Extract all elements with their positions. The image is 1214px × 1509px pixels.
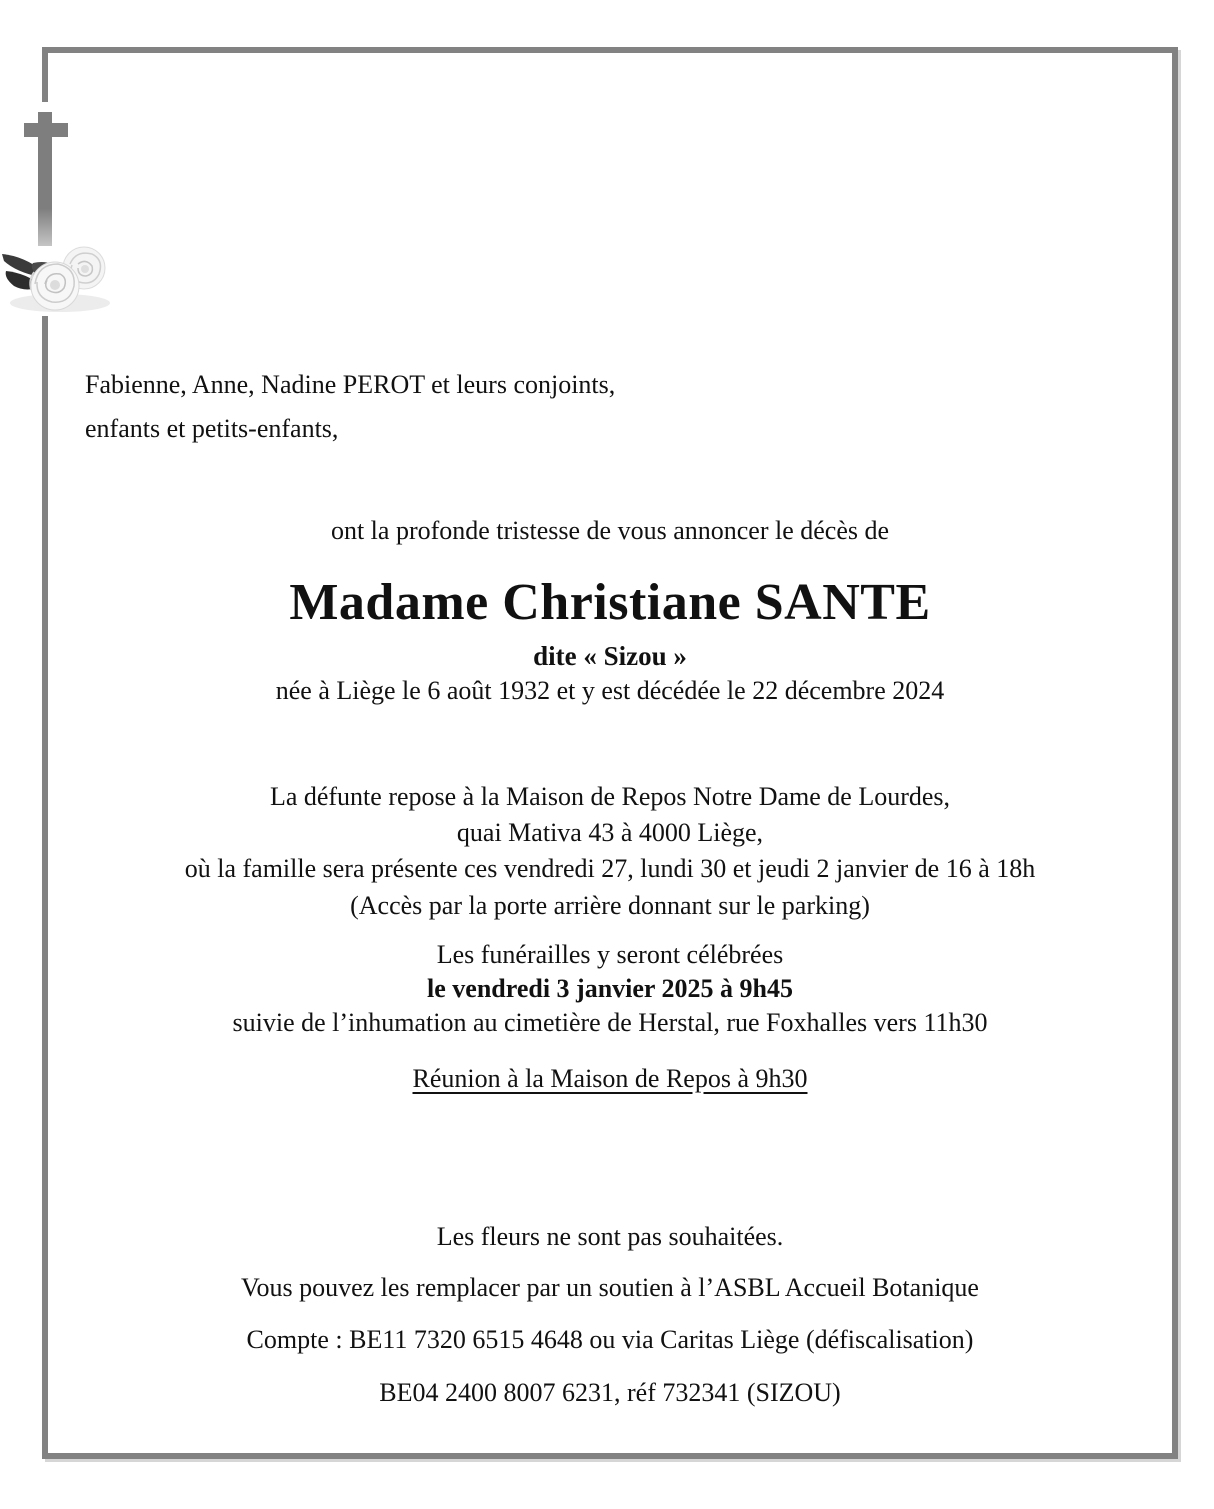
funeral-line-3: suivie de l’inhumation au cimetière de Herstal, rue Foxhalles vers 11h30 bbox=[232, 1008, 988, 1037]
repose-line-2: quai Mativa 43 à 4000 Liège, bbox=[456, 818, 764, 847]
account-line-2: BE04 2400 8007 6231, réf 732341 (SIZOU) bbox=[379, 1378, 841, 1407]
meeting-line: Réunion à la Maison de Repos à 9h30 bbox=[412, 1064, 808, 1093]
life-dates: née à Liège le 6 août 1932 et y est décédée le 22 décembre 2024 bbox=[275, 676, 945, 705]
family-line-2: enfants et petits-enfants, bbox=[85, 414, 339, 443]
repose-line-3: où la famille sera présente ces vendredi 27, lundi 30 et jeudi 2 janvier de 16 à 18h bbox=[184, 854, 1036, 883]
flowers-line-1: Les fleurs ne sont pas souhaitées. bbox=[436, 1222, 784, 1251]
white-roses-image bbox=[0, 228, 118, 314]
funeral-date-line: le vendredi 3 janvier 2025 à 9h45 bbox=[427, 974, 793, 1003]
deceased-name: Madame Christiane SANTE bbox=[289, 574, 931, 631]
family-line-1: Fabienne, Anne, Nadine PEROT et leurs conjoints, bbox=[85, 370, 616, 399]
repose-line-1: La défunte repose à la Maison de Repos Notre Dame de Lourdes, bbox=[269, 782, 951, 811]
flowers-line-2: Vous pouvez les remplacer par un soutien à l’ASBL Accueil Botanique bbox=[241, 1273, 979, 1302]
announcement-intro: ont la profonde tristesse de vous annoncer le décès de bbox=[330, 516, 890, 545]
funeral-line-1: Les funérailles y seront célébrées bbox=[436, 940, 784, 969]
account-line-1: Compte : BE11 7320 6515 4648 ou via Caritas Liège (défiscalisation) bbox=[246, 1325, 974, 1354]
deceased-nickname: dite « Sizou » bbox=[533, 641, 687, 671]
cross-icon-arm bbox=[24, 123, 68, 137]
repose-line-4: (Accès par la porte arrière donnant sur le parking) bbox=[350, 891, 870, 920]
